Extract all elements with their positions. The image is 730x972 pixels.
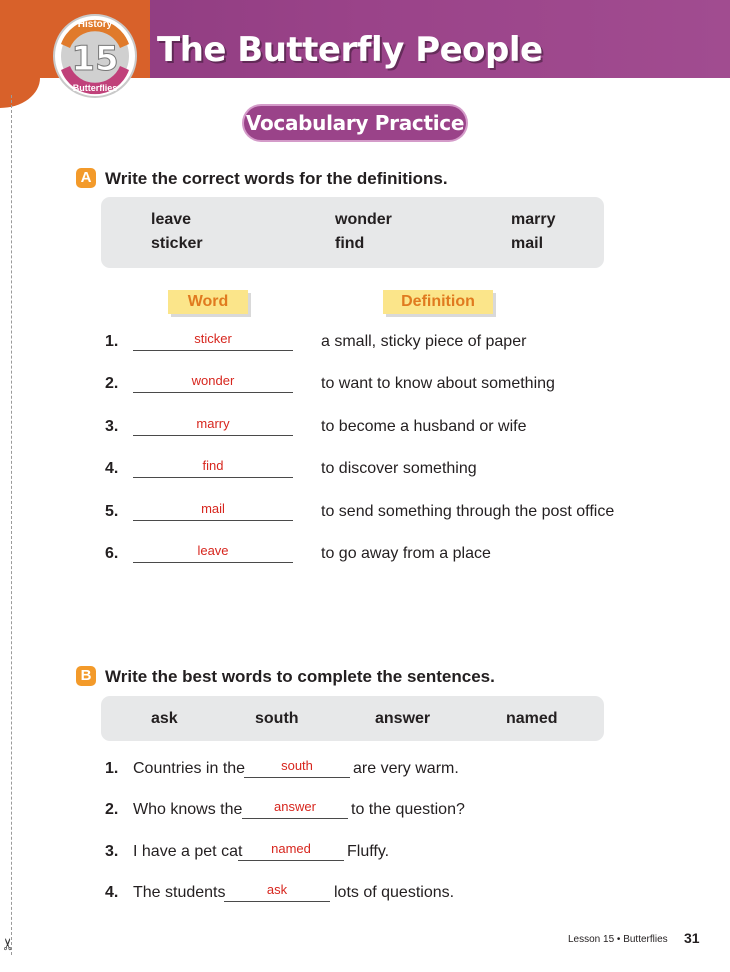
answer-blank[interactable]: ask — [224, 883, 330, 902]
word-bank-word: named — [506, 710, 558, 727]
sentence-start: The students — [133, 884, 226, 901]
word-bank-word: wonder — [335, 211, 392, 228]
page-title: The Butterfly People — [157, 30, 543, 70]
badge-top-text: History — [77, 19, 113, 30]
item-number: 1. — [105, 760, 119, 777]
section-b-marker: B — [76, 666, 96, 686]
answer-blank[interactable]: wonder — [133, 374, 293, 393]
item-number: 2. — [105, 375, 119, 392]
answer-blank[interactable]: south — [244, 759, 350, 778]
page-number: 31 — [684, 930, 700, 946]
item-number: 2. — [105, 801, 119, 818]
word-bank-word: sticker — [151, 235, 203, 252]
cut-line — [11, 95, 12, 955]
badge-bottom-text: Butterflies — [72, 83, 118, 93]
definition-text: to go away from a place — [321, 545, 491, 562]
section-label: Vocabulary Practice — [244, 106, 466, 140]
sentence-end: lots of questions. — [334, 884, 455, 901]
sentence-start: Countries in the — [133, 760, 246, 777]
item-number: 1. — [105, 333, 119, 350]
item-number: 4. — [105, 884, 119, 901]
sentence-start: Who knows the — [133, 801, 243, 818]
item-number: 4. — [105, 460, 119, 477]
column-header-word: Word — [168, 290, 248, 314]
word-bank-a — [101, 197, 604, 268]
word-bank-word: marry — [511, 211, 556, 228]
scissors-icon: ✂ — [0, 937, 18, 951]
lesson-badge — [52, 8, 138, 100]
word-bank-b — [101, 696, 604, 741]
answer-blank[interactable]: named — [238, 842, 344, 861]
item-number: 3. — [105, 843, 119, 860]
column-header-definition: Definition — [383, 290, 493, 314]
answer-blank[interactable]: marry — [133, 417, 293, 436]
word-bank-word: answer — [375, 710, 431, 727]
item-number: 6. — [105, 545, 119, 562]
sentence-end: to the question? — [351, 801, 465, 818]
item-number: 5. — [105, 503, 119, 520]
definition-text: to send something through the post office — [321, 503, 615, 520]
sentence-end: are very warm. — [353, 760, 459, 777]
section-a-marker: A — [76, 168, 96, 188]
definition-text: to want to know about something — [321, 375, 555, 392]
word-bank-word: mail — [511, 235, 544, 252]
word-bank-word: south — [255, 710, 299, 727]
definition-text: to discover something — [321, 460, 477, 477]
definition-text: to become a husband or wife — [321, 418, 527, 435]
answer-blank[interactable]: sticker — [133, 332, 293, 351]
item-number: 3. — [105, 418, 119, 435]
section-a-heading: Write the correct words for the definitions. — [105, 169, 448, 188]
answer-blank[interactable]: leave — [133, 544, 293, 563]
answer-blank[interactable]: mail — [133, 502, 293, 521]
answer-blank[interactable]: answer — [242, 800, 348, 819]
answer-blank[interactable]: find — [133, 459, 293, 478]
definition-text: a small, sticky piece of paper — [321, 333, 527, 350]
word-bank-word: leave — [151, 211, 192, 228]
footer-lesson: Lesson 15 • Butterflies — [568, 934, 668, 945]
sentence-end: Fluffy. — [347, 843, 390, 860]
sentence-start: I have a pet cat — [133, 843, 243, 860]
word-bank-word: ask — [151, 710, 178, 727]
section-b-heading: Write the best words to complete the sentences. — [105, 667, 495, 686]
word-bank-word: find — [335, 235, 365, 252]
badge-number: 15 — [71, 39, 119, 79]
header-accent-curve — [0, 78, 40, 108]
